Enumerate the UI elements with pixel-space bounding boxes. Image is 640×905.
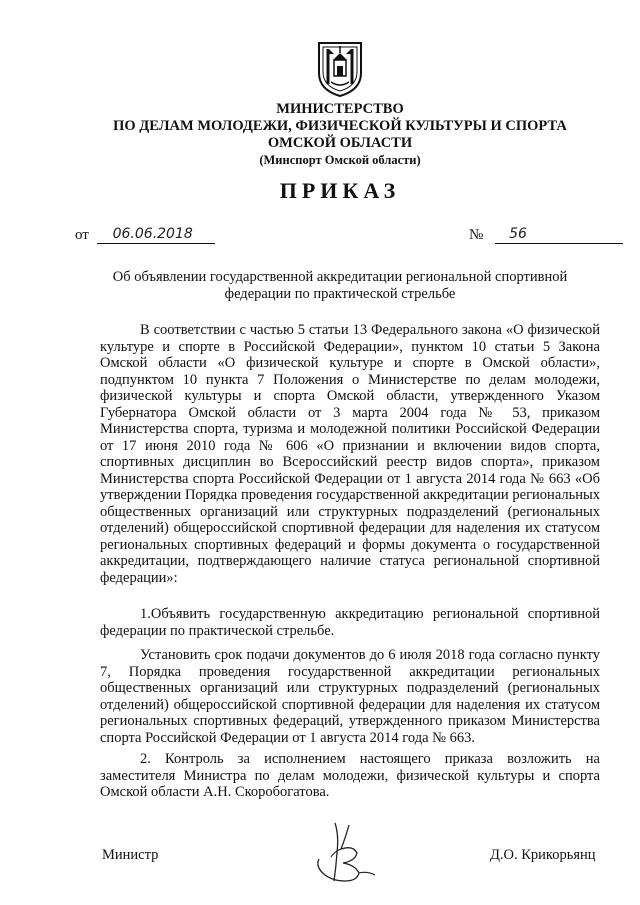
paragraph-text: В соответствии с частью 5 статьи 13 Федерального закона «О физической культуре и спорте в Российской Федерации», пунктом 10 статьи 5 Закона Омской области «О физической культуре и спорте в Омской области», подпунктом 10 пункта 7 Положения о Министерстве по делам молодежи, физической культуры и спорта Омской области, утвержденного Указом Губернатора Омской области от 3 марта 2004 года № 53, приказом Министерства спорта, туризма и молодежной политики Российской Федерации от 17 июня 2010 года № 606 «О признании и включении видов спорта, спортивных дисциплин во Всероссийский реестр видов спорта», приказом Министерства спорта Российской Федерации от 1 августа 2014 года № 663 «Об утверждении Порядка проведения государственной аккредитации региональных общественных организаций или структурных подразделений (региональных отделений) общероссийской спортивной федерации для наделения их статусом региональных спортивных федераций и формы документа о государственной аккредитации, подтверждающего наличие статуса региональной спортивной федерации»:	[100, 322, 600, 586]
number-prefix: №	[469, 227, 484, 243]
header-line: ПО ДЕЛАМ МОЛОДЕЖИ, ФИЗИЧЕСКОЙ КУЛЬТУРЫ И СПОРТА	[113, 118, 567, 134]
body-paragraph	[100, 606, 600, 639]
date-underline	[97, 226, 215, 244]
subject-line: Об объявлении государственной аккредитации региональной спортивной	[112, 269, 568, 285]
body-paragraph	[100, 751, 600, 801]
header-line: МИНИСТЕРСТВО	[276, 101, 404, 117]
number-underline	[495, 226, 623, 244]
handwritten-signature-icon	[305, 815, 380, 890]
header-abbreviation: (Минспорт Омской области)	[259, 153, 421, 167]
header-line: ОМСКОЙ ОБЛАСТИ	[267, 135, 413, 151]
number-value: 56	[509, 226, 527, 242]
body-paragraph	[100, 322, 600, 586]
signatory-name: Д.О. Крикорьянц	[490, 847, 596, 863]
body-paragraph	[100, 647, 600, 746]
paragraph-text: 2. Контроль за исполнением настоящего приказа возложить на заместителя Министра по делам молодежи, физической культуры и спорта Омской области А.Н. Скоробогатова.	[100, 751, 600, 800]
date-field	[75, 226, 215, 244]
document-title: ПРИКАЗ	[279, 178, 401, 203]
signatory-position: Министр	[102, 847, 159, 863]
date-prefix: от	[75, 227, 89, 243]
paragraph-text: Установить срок подачи документов до 6 июля 2018 года согласно пункту 7, Порядка проведения государственной аккредитации региональных общественных организаций или структурных подразделений (региональных отделений) общероссийской спортивной федерации для наделения их статусом региональных спортивных федераций, утвержденного приказом Министерства спорта Российской Федерации от 1 августа 2014 года № 663.	[100, 647, 600, 746]
document-subject	[90, 269, 590, 303]
subject-line: федерации по практической стрельбе	[224, 286, 456, 302]
date-value: 06.06.2018	[112, 226, 193, 242]
ministry-header	[80, 101, 600, 169]
number-field	[469, 226, 623, 244]
omsk-coat-of-arms-icon	[316, 40, 364, 98]
paragraph-text: 1.Объявить государственную аккредитацию региональной спортивной федерации по практической стрельбе.	[100, 606, 600, 639]
